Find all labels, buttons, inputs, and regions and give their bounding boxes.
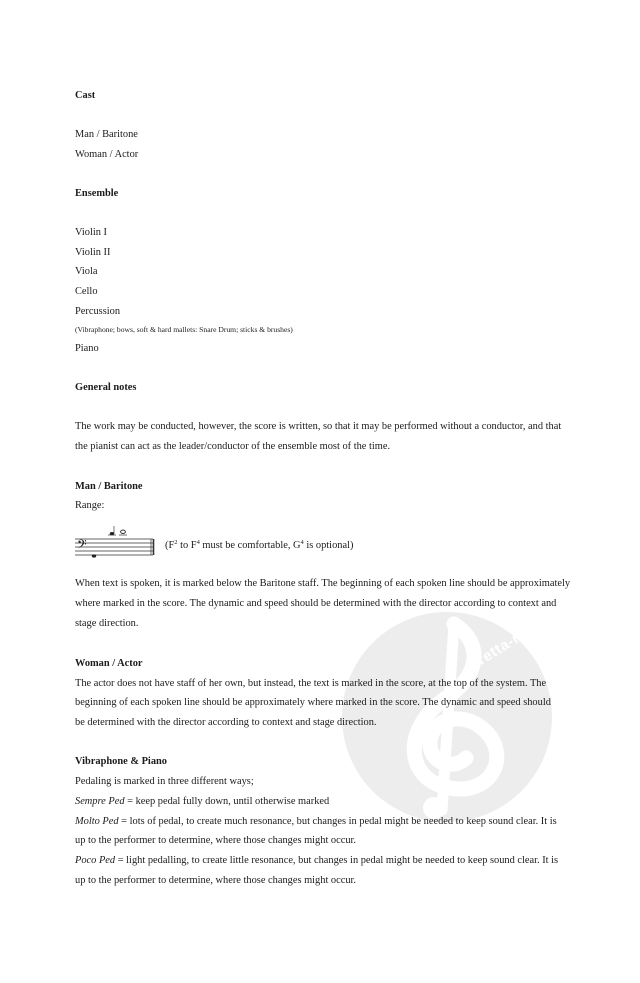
ensemble-heading: Ensemble — [75, 188, 119, 199]
high-note — [110, 532, 114, 535]
poco-ped-cont: up to the performer to determine, where those changes might occur. — [75, 875, 357, 886]
molto-ped-line: Molto Ped = lots of pedal, to create much resonance, but changes in pedal might be needed to keep sound clear. It is — [75, 816, 557, 827]
woman-actor-heading: Woman / Actor — [75, 658, 143, 669]
ensemble-item: Percussion — [75, 306, 121, 317]
actor-line: The actor does not have staff of her own, but instead, the text is marked in the score, at the top of the system. The — [75, 678, 547, 689]
optional-note — [121, 530, 126, 533]
baritone-line: When text is spoken, it is marked below the Baritone staff. The beginning of each spoken line should be approximately — [75, 578, 571, 589]
low-note — [92, 554, 96, 557]
general-notes-line: the pianist can act as the leader/conductor of the ensemble most of the time. — [75, 441, 391, 452]
percussion-note: (Vibraphone; bows, soft & hard mallets: Snare Drum; sticks & brushes) — [75, 325, 293, 334]
ensemble-item: Cello — [75, 286, 98, 297]
pedaling-intro: Pedaling is marked in three different ways; — [75, 776, 254, 787]
molto-ped-cont: up to the performer to determine, where those changes might occur. — [75, 835, 357, 846]
ensemble-item: Viola — [75, 266, 98, 277]
poco-ped-line: Poco Ped = light pedalling, to create little resonance, but changes in pedal might be needed to keep sound clear. It is — [75, 855, 559, 866]
actor-line: be determined with the director according to context and stage direction. — [75, 717, 377, 728]
ensemble-item: Violin I — [75, 227, 107, 238]
ensemble-item: Violin II — [75, 247, 111, 258]
general-notes-heading: General notes — [75, 382, 137, 393]
range-label: Range: — [75, 500, 105, 511]
watermark-text: stretta-noten.de — [462, 597, 574, 677]
baritone-line: stage direction. — [75, 618, 139, 629]
ensemble-item: Piano — [75, 343, 99, 354]
baritone-range-staff — [75, 531, 157, 559]
range-note: ($F^2$ to $F^4$ must be comfortable, $G^4$ is optional) — [165, 539, 354, 551]
sempre-ped-line: Sempre Ped = keep pedal fully down, until otherwise marked — [75, 796, 330, 807]
man-baritone-heading: Man / Baritone — [75, 481, 143, 492]
cast-item: Man / Baritone — [75, 129, 138, 140]
general-notes-line: The work may be conducted, however, the score is written, so that it may be performed without a conductor, and that — [75, 421, 562, 432]
cast-item: Woman / Actor — [75, 149, 139, 160]
cast-heading: Cast — [75, 90, 96, 101]
baritone-line: where marked in the score. The dynamic and speed should be determined with the director according to context and — [75, 598, 557, 609]
actor-line: beginning of each spoken line should be approximately where marked in the score. The dynamic and speed should — [75, 697, 551, 708]
vibraphone-piano-heading: Vibraphone & Piano — [75, 756, 167, 767]
bass-clef-icon: 𝄢 — [77, 537, 87, 555]
